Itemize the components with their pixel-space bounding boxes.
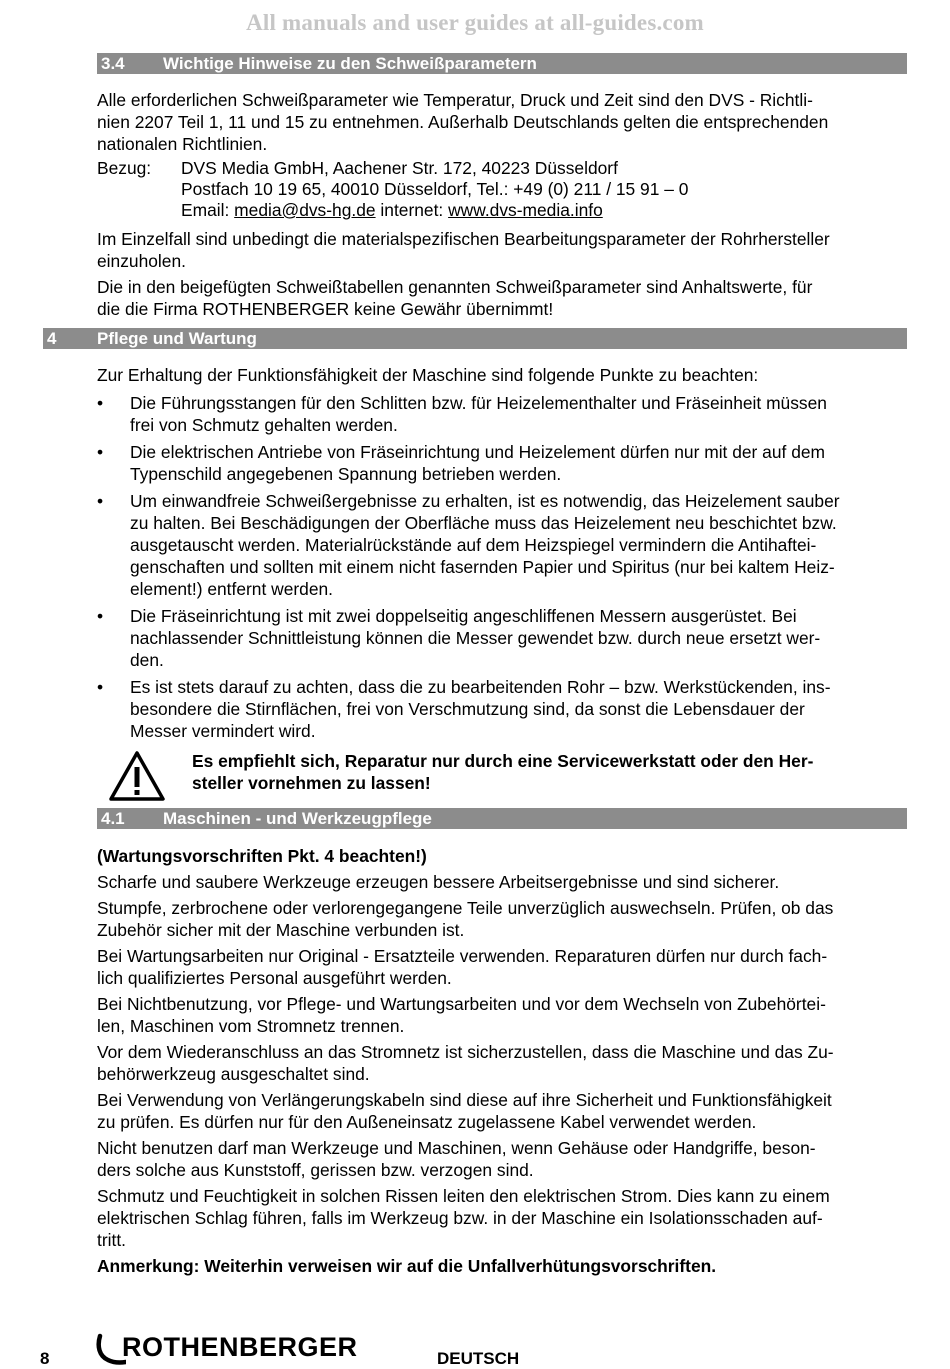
text-line: Bei Verwendung von Verlängerungskabeln sind diese auf ihre Sicherheit und Funktionsfähigkeit [97, 1090, 832, 1110]
bullet-text [130, 490, 909, 600]
text-line: Die elektrischen Antriebe von Fräseinrichtung und Heizelement dürfen nur mit der auf dem [130, 442, 826, 462]
text-line: Typenschild angegebenen Spannung betrieben werden. [130, 464, 562, 484]
section-title: Maschinen - und Werkzeugpflege [163, 809, 432, 828]
text-line: frei von Schmutz gehalten werden. [130, 415, 398, 435]
paragraph-manufacturer-parameters [97, 228, 909, 272]
section-number: 3.4 [101, 54, 125, 73]
text-line: Alle erforderlichen Schweißparameter wie Temperatur, Druck und Zeit sind den DVS - Richtli- [97, 90, 813, 110]
reference-line: Postfach 10 19 65, 40010 Düsseldorf, Tel.: +49 (0) 211 / 15 91 – 0 [181, 179, 689, 199]
maintenance-paragraph [97, 993, 909, 1037]
bullet-text [130, 441, 909, 485]
warning-triangle-icon [108, 750, 166, 802]
paragraph-parameters [97, 89, 909, 155]
reference-address [181, 158, 688, 221]
brand-name: ROTHENBERGER [122, 1332, 358, 1362]
text-line: nachlassender Schnittleistung können die Messer gewendet bzw. durch neue ersetzt wer- [130, 628, 821, 648]
bullet-item [97, 441, 909, 485]
text-line: besondere die Stirnflächen, frei von Verschmutzung sind, da sonst die Lebensdauer der [130, 699, 805, 719]
text-line: elektrischen Schlag führen, falls im Werkzeug bzw. in der Maschine ein Isolationsschaden auf- [97, 1208, 823, 1228]
text-line: Messer vermindert wird. [130, 721, 316, 741]
text-line: genschaften und sollten mit einem nicht fasernden Papier und Spiritus (nur bei kaltem Heiz- [130, 557, 835, 577]
maintenance-paragraph [97, 1185, 909, 1251]
reference-contact [181, 200, 688, 221]
brand-logo [96, 1332, 358, 1366]
text-line: ders solche aus Kunststoff, gerissen bzw. verzogen sind. [97, 1160, 534, 1180]
internet-label: internet: [380, 200, 444, 220]
text-line: zu halten. Bei Beschädigungen der Oberfläche muss das Heizelement neu beschichtet bzw. [130, 513, 837, 533]
text-line: ausgetauscht werden. Materialrückstände auf dem Heizspiegel vermindern die Antihaftei- [130, 535, 817, 555]
section-header-3-4 [97, 53, 907, 74]
text-line: einzuholen. [97, 251, 186, 271]
text-line: nien 2207 Teil 1, 11 und 15 zu entnehmen. Außerhalb Deutschlands gelten die entsprechenden [97, 112, 829, 132]
text-line: den. [130, 650, 164, 670]
bullet-icon: • [97, 393, 104, 413]
bullet-item [97, 605, 909, 671]
maintenance-paragraph [97, 897, 909, 941]
text-line: nationalen Richtlinien. [97, 134, 268, 154]
bullet-icon: • [97, 677, 104, 697]
text-line: Stumpfe, zerbrochene oder verlorengegangene Teile unverzüglich auswechseln. Prüfen, ob das [97, 898, 834, 918]
section-number: 4 [47, 329, 57, 348]
text-line: lich qualifiziertes Personal ausgeführt werden. [97, 968, 452, 988]
warning-text [192, 750, 912, 794]
maintenance-paragraph [97, 1041, 909, 1085]
text-line: Die Fräseinrichtung ist mit zwei doppelseitig angeschliffenen Messern ausgerüstet. Bei [130, 606, 797, 626]
text-line: Es ist stets darauf zu achten, dass die zu bearbeitenden Rohr – bzw. Werkstückenden, ins- [130, 677, 831, 697]
section-title: Wichtige Hinweise zu den Schweißparametern [163, 54, 537, 73]
bullet-icon: • [97, 491, 104, 511]
text-line: Im Einzelfall sind unbedingt die materialspezifischen Bearbeitungsparameter der Rohrhersteller [97, 229, 830, 249]
section-header-4 [43, 328, 907, 349]
text-line: Nicht benutzen darf man Werkzeuge und Maschinen, wenn Gehäuse oder Handgriffe, beson- [97, 1138, 816, 1158]
language-label: DEUTSCH [437, 1349, 520, 1368]
text-line: Schmutz und Feuchtigkeit in solchen Rissen leiten den elektrischen Strom. Dies kann zu einem [97, 1186, 830, 1206]
section-title: Pflege und Wartung [97, 329, 257, 348]
bullet-icon: • [97, 606, 104, 626]
text-line: Es empfiehlt sich, Reparatur nur durch eine Servicewerkstatt oder den Her- [192, 751, 814, 771]
text-line: len, Maschinen vom Stromnetz trennen. [97, 1016, 405, 1036]
email-label: Email: [181, 200, 230, 220]
text-line: die die Firma ROTHENBERGER keine Gewähr übernimmt! [97, 299, 554, 319]
reference-label: Bezug: [97, 158, 152, 178]
maintenance-paragraph [97, 1137, 909, 1181]
bullet-item [97, 676, 909, 742]
bullet-item [97, 392, 909, 436]
bullet-text [130, 605, 909, 671]
bullet-text [130, 392, 909, 436]
text-line: element!) entfernt werden. [130, 579, 333, 599]
bullet-icon: • [97, 442, 104, 462]
text-line: Bei Nichtbenutzung, vor Pflege- und Wartungsarbeiten und vor dem Wechseln von Zubehörtei- [97, 994, 826, 1014]
text-line: Die Führungsstangen für den Schlitten bzw. für Heizelementhalter und Fräseinheit müssen [130, 393, 827, 413]
accident-prevention-note: Anmerkung: Weiterhin verweisen wir auf die Unfallverhütungsvorschriften. [97, 1256, 717, 1276]
text-line: tritt. [97, 1230, 126, 1250]
text-line: zu prüfen. Es dürfen nur für den Außeneinsatz zugelassene Kabel verwendet werden. [97, 1112, 757, 1132]
bullet-text [130, 676, 909, 742]
maintenance-note-heading: (Wartungsvorschriften Pkt. 4 beachten!) [97, 846, 427, 866]
email-link[interactable]: media@dvs-hg.de [234, 200, 376, 220]
maintenance-paragraph [97, 945, 909, 989]
text-line: Bei Wartungsarbeiten nur Original - Ersatzteile verwenden. Reparaturen dürfen nur durch fach- [97, 946, 828, 966]
maintenance-paragraph [97, 1089, 909, 1133]
text-line: Die in den beigefügten Schweißtabellen genannten Schweißparameter sind Anhaltswerte, für [97, 277, 813, 297]
website-link[interactable]: www.dvs-media.info [448, 200, 603, 220]
section-header-4-1 [97, 808, 907, 829]
paragraph-disclaimer [97, 276, 909, 320]
text-line: behörwerkzeug ausgeschaltet sind. [97, 1064, 370, 1084]
text-line: steller vornehmen zu lassen! [192, 773, 431, 793]
text-line: Scharfe und saubere Werkzeuge erzeugen bessere Arbeitsergebnisse und sind sicherer. [97, 872, 780, 892]
text-line: Um einwandfreie Schweißergebnisse zu erhalten, ist es notwendig, das Heizelement sauber [130, 491, 840, 511]
paragraph-intro: Zur Erhaltung der Funktionsfähigkeit der Maschine sind folgende Punkte zu beachten: [97, 365, 759, 385]
watermark: All manuals and user guides at all-guides.com [246, 10, 704, 35]
page-number: 8 [40, 1349, 50, 1368]
section-number: 4.1 [101, 809, 125, 828]
reference-line: DVS Media GmbH, Aachener Str. 172, 40223 Düsseldorf [181, 158, 618, 178]
bullet-item [97, 490, 909, 600]
text-line: Vor dem Wiederanschluss an das Stromnetz ist sicherzustellen, dass die Maschine und das Zu- [97, 1042, 834, 1062]
maintenance-paragraph [97, 871, 909, 893]
text-line: Zubehör sicher mit der Maschine verbunden ist. [97, 920, 465, 940]
